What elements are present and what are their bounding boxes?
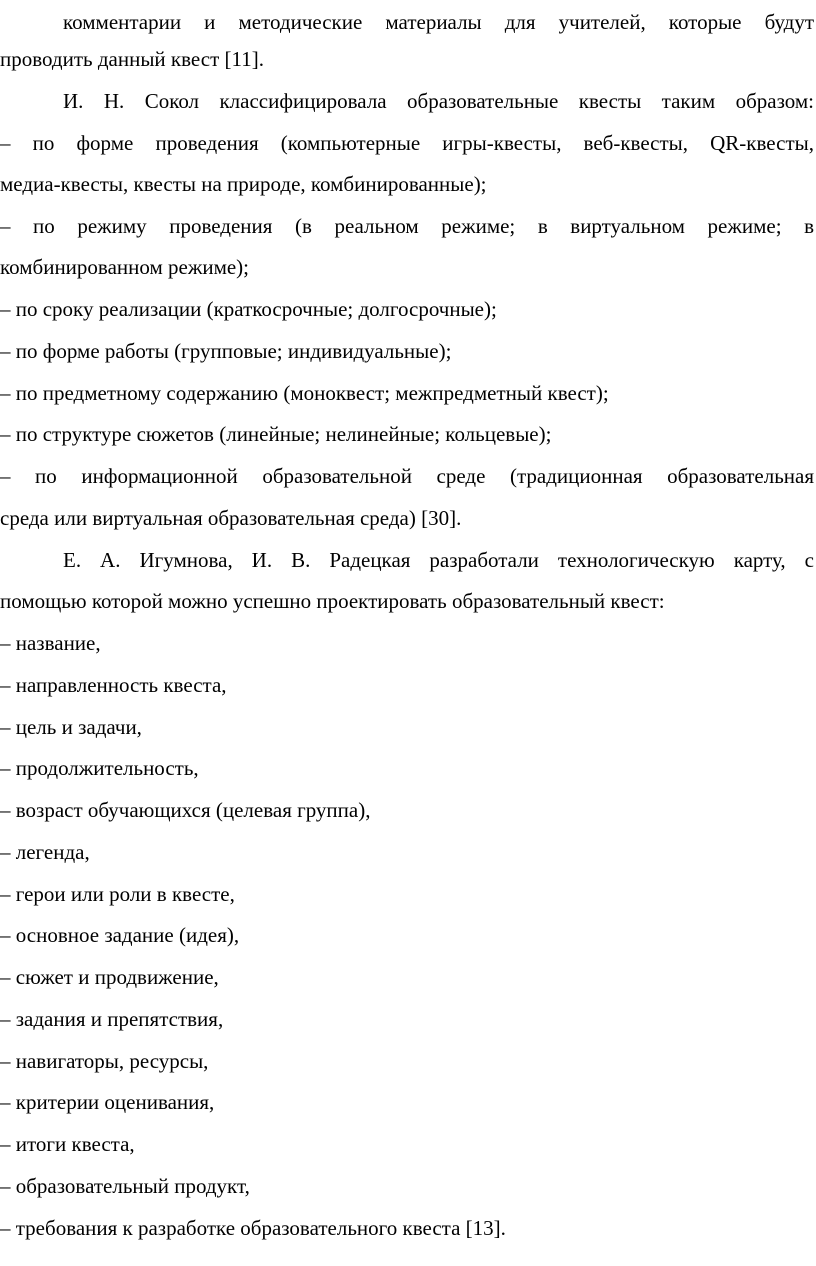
list-item: – основное задание (идея), (0, 923, 240, 947)
list-item: – цель и задачи, (0, 715, 142, 739)
list-item: – по сроку реализации (краткосрочные; долгосрочные); (0, 297, 497, 321)
list-item: – по форме проведения (компьютерные игры-квесты, веб-квесты, QR-квесты, (0, 131, 814, 155)
list-item: – герои или роли в квесте, (0, 882, 235, 906)
list-item: – продолжительность, (0, 756, 199, 780)
text-line: помощью которой можно успешно проектировать образовательный квест: (0, 589, 665, 613)
text-line: комментарии и методические материалы для учителей, которые будут (63, 10, 814, 34)
text-line: проводить данный квест [11]. (0, 47, 264, 71)
list-item: – критерии оценивания, (0, 1090, 215, 1114)
list-item: – название, (0, 631, 101, 655)
text-line: среда или виртуальная образовательная среда) [30]. (0, 506, 462, 530)
list-item: – по форме работы (групповые; индивидуальные); (0, 339, 452, 363)
list-item: – требования к разработке образовательного квеста [13]. (0, 1216, 506, 1240)
text-line: комбинированном режиме); (0, 255, 250, 279)
list-item: – образовательный продукт, (0, 1174, 250, 1198)
list-item: – возраст обучающихся (целевая группа), (0, 798, 371, 822)
list-item: – навигаторы, ресурсы, (0, 1049, 209, 1073)
list-item: – по информационной образовательной среде (традиционная образовательная (0, 464, 814, 488)
list-item: – по режиму проведения (в реальном режиме; в виртуальном режиме; в (0, 214, 814, 238)
list-item: – направленность квеста, (0, 673, 227, 697)
text-line: медиа-квесты, квесты на природе, комбинированные); (0, 172, 487, 196)
text-line: И. Н. Сокол классифицировала образовательные квесты таким образом: (63, 89, 814, 113)
list-item: – итоги квеста, (0, 1132, 135, 1156)
list-item: – легенда, (0, 840, 90, 864)
list-item: – сюжет и продвижение, (0, 965, 219, 989)
list-item: – по предметному содержанию (моноквест; межпредметный квест); (0, 381, 609, 405)
text-line: Е. А. Игумнова, И. В. Радецкая разработали технологическую карту, с (63, 548, 814, 572)
list-item: – по структуре сюжетов (линейные; нелинейные; кольцевые); (0, 422, 552, 446)
list-item: – задания и препятствия, (0, 1007, 224, 1031)
